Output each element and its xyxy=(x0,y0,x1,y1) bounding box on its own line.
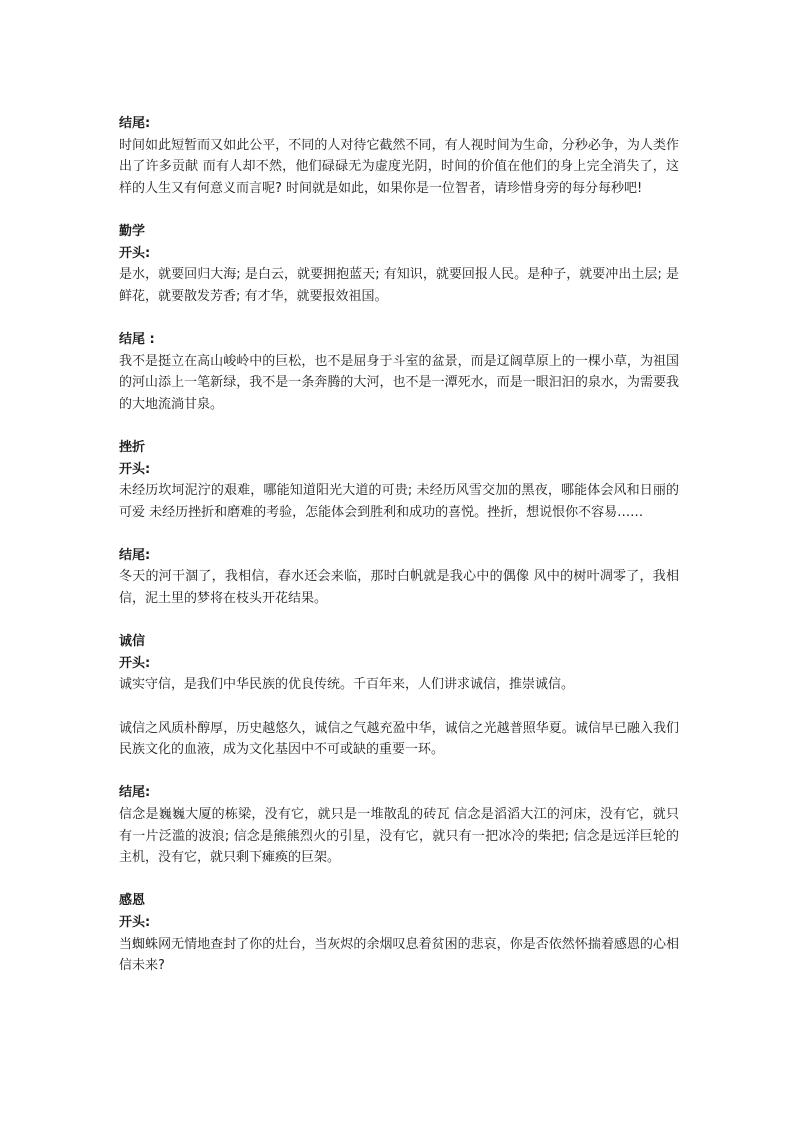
section-title-ganen: 感恩 xyxy=(119,893,146,909)
ending-label: 结尾: xyxy=(119,116,151,131)
ending-label: 结尾 : xyxy=(119,331,155,347)
ending-label: 结尾: xyxy=(119,785,151,801)
ending-paragraph: 我不是挺立在高山峻岭中的巨松，也不是屈身于斗室的盆景，而是辽阔草原上的一棵小草，为祖国的河山添上一笔新绿，我不是一条奔腾的大河，也不是一潭死水，而是一眼汩汩的泉水，为需要我的大地流淌甘泉。 xyxy=(119,353,679,412)
opening-label: 开头: xyxy=(119,914,151,930)
opening-label: 开头: xyxy=(119,461,151,477)
ending-paragraph: 时间如此短暂而又如此公平，不同的人对待它截然不同，有人视时间为生命，分秒必争，为人类作出了许多贡献 而有人却不然，他们碌碌无为虚度光阴，时间的价值在他们的身上完全消失了，这样的人生又有何意义而言呢? 时间就是如此，如果你是一位智者，请珍惜身旁的每分每秒吧! xyxy=(119,137,679,196)
section-title-chengxin: 诚信 xyxy=(119,634,146,650)
opening-paragraph: 未经历坎坷泥泞的艰难，哪能知道阳光大道的可贵; 未经历风雪交加的黑夜，哪能体会风和日丽的可爱 未经历挫折和磨难的考验，怎能体会到胜利和成功的喜悦。挫折，想说恨你不容易…… xyxy=(119,483,679,520)
opening-label: 开头: xyxy=(119,245,151,261)
opening-label: 开头: xyxy=(119,655,151,671)
document-page xyxy=(119,113,679,977)
opening-paragraph: 当蜘蛛网无情地查封了你的灶台，当灰烬的余烟叹息着贫困的悲哀，你是否依然怀揣着感恩的心相信未来? xyxy=(119,936,679,974)
opening-paragraph: 是水，就要回归大海; 是白云，就要拥抱蓝天; 有知识，就要回报人民。是种子，就要冲出土层; 是鲜花，就要散发芳香; 有才华，就要报效祖国。 xyxy=(119,267,679,304)
section-title-qinxue: 勤学 xyxy=(119,223,146,239)
section-title-cuozhe: 挫折 xyxy=(119,439,146,455)
ending-paragraph: 冬天的河干涸了，我相信，春水还会来临，那时白帆就是我心中的偶像 风中的树叶凋零了，我相信，泥土里的梦将在枝头开花结果。 xyxy=(119,569,679,607)
ending-paragraph: 信念是巍巍大厦的栋梁，没有它，就只是一堆散乱的砖瓦 信念是滔滔大江的河床，没有它，就只有一片泛滥的波浪; 信念是熊熊烈火的引星，没有它，就只有一把冰冷的柴把; 信念是远洋巨轮的主机，没有它，就只剩下瘫痪的巨架。 xyxy=(119,807,679,866)
opening-paragraph: 诚实守信，是我们中华民族的优良传统。千百年来，人们讲求诚信，推崇诚信。 xyxy=(119,677,575,693)
opening-paragraph-2: 诚信之风质朴醇厚，历史越悠久，诚信之气越充盈中华，诚信之光越普照华夏。诚信早已融入我们民族文化的血液，成为文化基因中不可或缺的重要一环。 xyxy=(119,720,679,758)
ending-label: 结尾: xyxy=(119,547,151,563)
